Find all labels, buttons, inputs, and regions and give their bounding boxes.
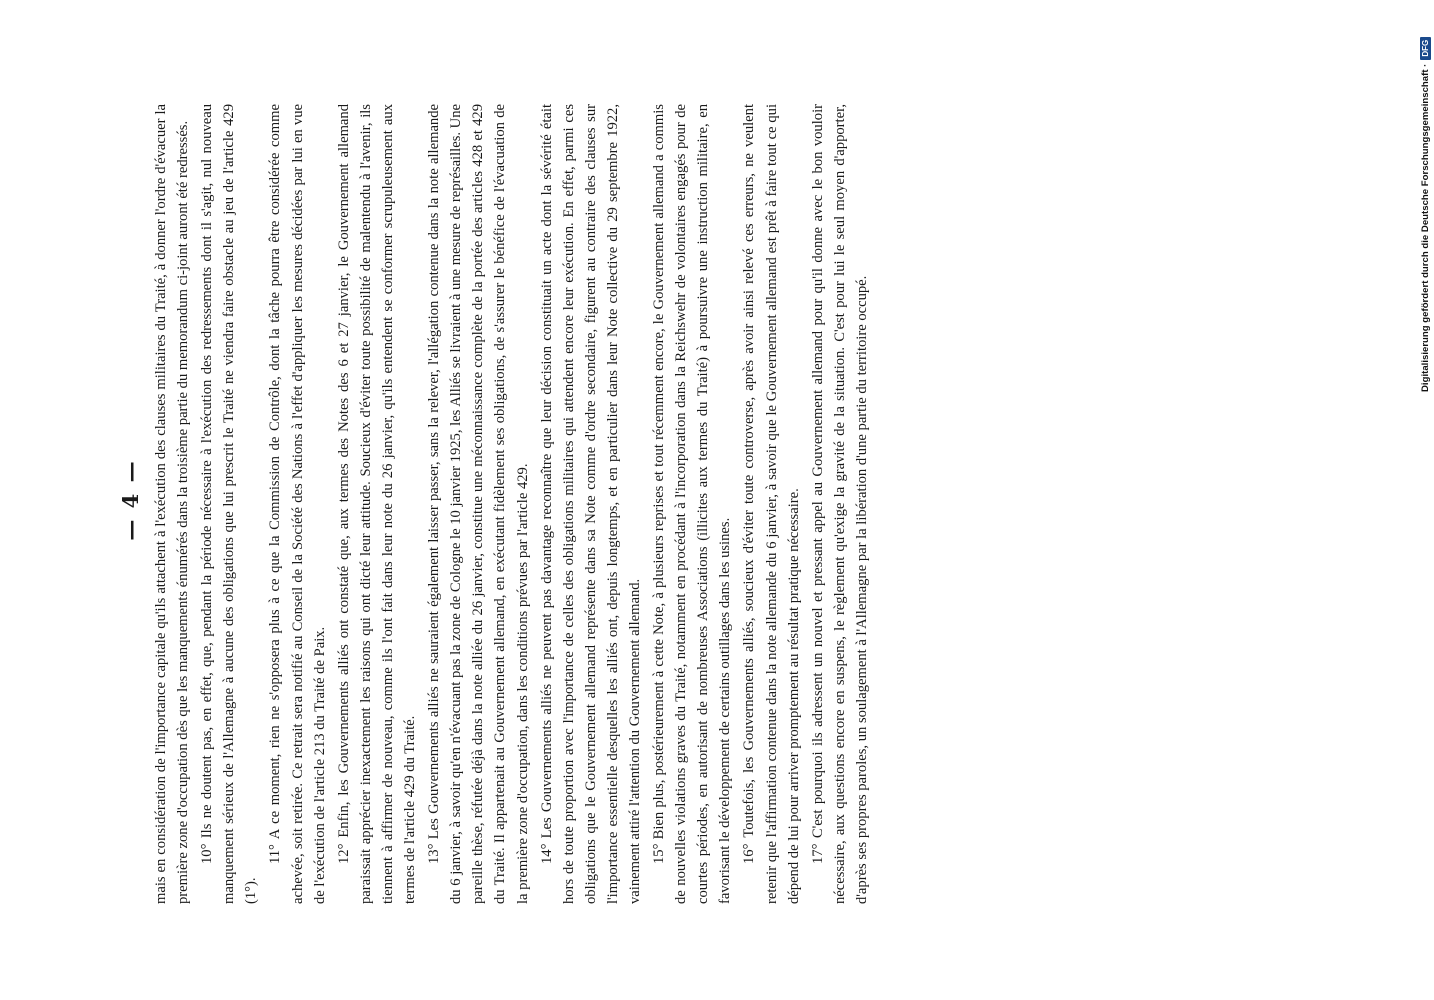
- paragraph-12: 12° Enfin, les Gouvernements alliés ont constaté que, aux termes des Notes des 6 et 27 janvier, le Gouvernement allemand paraissait apprécier inexactement les raisons qui ont dicté leur attitude. Soucieux d'éviter toute possibilité de malentendu à l'avenir, ils tiennent à affirmer de nouveau, comme ils l'ont fait dans leur note du 26 janvier, qu'ils entendent se conformer scrupuleusement aux termes de l'article 429 du Traité.: [335, 104, 419, 904]
- paragraph-10: 10° Ils ne doutent pas, en effet, que, pendant la période nécessaire à l'exécution des redressements dont il s'agit, nul nouveau manquement sérieux de l'Allemagne à aucune des obligations que lui prescrit le Traité ne viendra faire obstacle au jeu de l'article 429 (1°).: [199, 104, 260, 904]
- watermark-text: Digitalisierung gefördert durch die Deutsche Forschungsgemeinschaft ·: [1419, 63, 1431, 392]
- page-number: — 4 —: [118, 459, 143, 541]
- dfg-logo: DFG: [1420, 37, 1431, 60]
- paragraph-16: 16° Toutefois, les Gouvernements alliés, soucieux d'éviter toute controverse, après avoir ainsi relevé ces erreurs, ne veulent retenir que l'affirmation contenue dans la note allemande du 6 janvier, à savoir que le Gouvernement allemand est prêt à faire tout ce qui dépend de lui pour arriver promptement au résultat pratique nécessaire.: [741, 104, 802, 904]
- paragraph-15: 15° Bien plus, postérieurement à cette Note, à plusieurs reprises et tout récemment encore, le Gouvernement allemand a commis de nouvelles violations graves du Traité, notamment en procédant à l'incorporation dans la Reichswehr de volontaires engagés pour de courtes périodes, en autorisant de nombreuses Associations (illicites aux termes du Traité) à poursuivre une instruction militaire, en favorisant le développement de certains outillages dans les usines.: [651, 104, 734, 904]
- paragraph-13: 13° Les Gouvernements alliés ne sauraient également laisser passer, sans la relever, l'allégation contenue dans la note allemande du 6 janvier, à savoir qu'en n'évacuant pas la zone de Cologne le 10 janvier 1925, les Alliés se livraient à une mesure de représailles. Une pareille thèse, réfutée déjà dans la note alliée du 26 janvier, constitue une méconnaissance complète de la portée des articles 428 et 429 du Traité. Il appartenait au Gouvernement allemand, en exécutant fidèlement ses obligations, de s'assurer le bénéfice de l'évacuation de la première zone d'occupation, dans les conditions prévues par l'article 429.: [426, 104, 531, 904]
- paragraph-continuation: mais en considération de l'importance capitale qu'ils attachent à l'exécution des clauses militaires du Traité, à donner l'ordre d'évacuer la première zone d'occupation dès que les manquements énumérés dans la troisième partie du memorandum ci-joint auront été redressés.: [153, 104, 192, 904]
- paragraph-17: 17° C'est pourquoi ils adressent un nouvel et pressant appel au Gouvernement allemand pour qu'il donne avec le bon vouloir nécessaire, aux questions encore en suspens, le règlement qu'exige la gravité de la situation. C'est pour lui le seul moyen d'apporter, d'après ses propres paroles, un soulagement à l'Allemagne par la libération d'une partie du territoire occupé.: [809, 104, 870, 904]
- body-text: [150, 104, 875, 904]
- paragraph-11: 11° A ce moment, rien ne s'opposera plus à ce que la Commission de Contrôle, dont la tâche pourra être considérée comme achevée, soit retirée. Ce retrait sera notifié au Conseil de la Société des Nations à l'effet d'appliquer les mesures décidées par lui en vue de l'exécution de l'article 213 du Traité de Paix.: [267, 104, 328, 904]
- digitization-watermark: [1412, 0, 1434, 1000]
- paragraph-14: 14° Les Gouvernements alliés ne peuvent pas davantage reconnaître que leur décision constituait un acte dont la sévérité était hors de toute proportion avec l'importance de celles des obligations militaires qui attendent encore leur exécution. En effet, parmi ces obligations que le Gouvernement allemand représente dans sa Note comme d'ordre secondaire, figurent au contraire des clauses sur l'importance essentielle desquelles les alliés ont, depuis longtemps, et en particulier dans leur Note collective du 29 septembre 1922, vainement attiré l'attention du Gouvernement allemand.: [538, 104, 643, 904]
